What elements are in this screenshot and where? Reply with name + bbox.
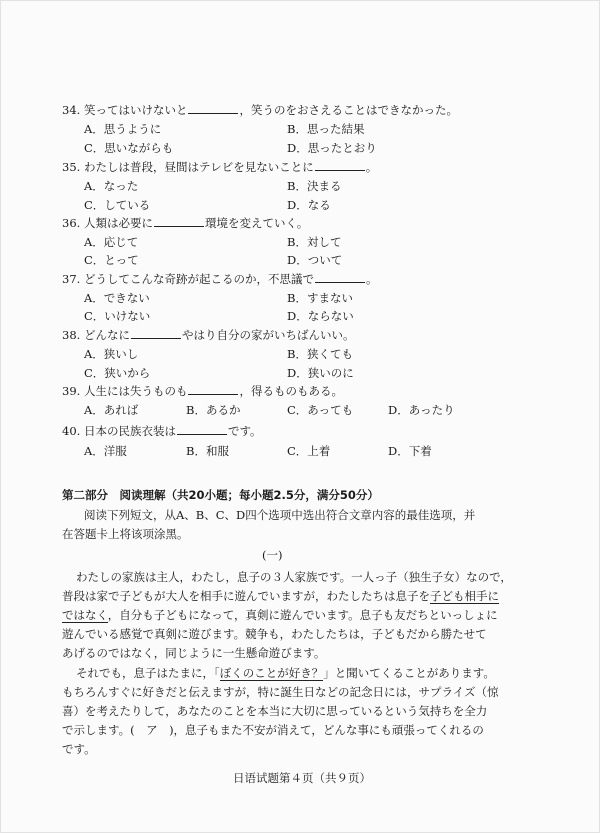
option-d: D．狭いのに — [287, 366, 354, 380]
passage-line: です。 — [62, 742, 96, 756]
passage-line: 遊んでいる感覚で真剣に遊びます。競争も，わたしたちは，子どもだから勝たせて — [62, 627, 487, 641]
passage-line: 普段は家で子どもが大人を相手に遊んでいますが，わたしたちは息子を子ども相手に — [62, 589, 499, 603]
question-stem: 39. 人生には失うものも ，得るものもある。 — [62, 384, 343, 398]
passage-line: ではなく，自分も子どもになって，真剣に遊んでいます。息子も友だちといっしょに — [62, 608, 498, 622]
underlined-phrase: ぼくのことが好き？ — [219, 666, 324, 680]
answer-blank — [188, 384, 238, 395]
answer-blank — [154, 216, 204, 227]
passage-number: (一) — [262, 548, 283, 562]
passage-line: あげるのではなく，同じように一生懸命遊びます。 — [62, 646, 326, 660]
option-d: D．ならない — [287, 309, 354, 323]
question-stem: 35. わたしは普段，昼間はテレビを見ないことに 。 — [62, 160, 378, 174]
option-c: C．している — [84, 198, 151, 212]
question-stem: 40. 日本の民族衣装は です。 — [62, 424, 262, 438]
question-stem: 37. どうしてこんな奇跡が起こるのか，不思議で 。 — [62, 272, 378, 286]
option-d: D．あったり — [388, 403, 455, 417]
option-b: B．すまない — [287, 291, 353, 305]
option-c: C．狭いから — [84, 366, 151, 380]
option-a: A．あれば — [84, 403, 139, 417]
question-stem: 38. どんなに やはり自分の家がいちばんいい。 — [62, 328, 355, 342]
answer-blank — [131, 328, 181, 339]
option-c: C．上着 — [287, 444, 331, 458]
option-c: C．あっても — [287, 403, 354, 417]
underlined-phrase: 子ども相手に — [430, 589, 499, 603]
underlined-phrase: ではなく — [62, 608, 108, 622]
passage-line: それでも，息子はたまに，「ぼくのことが好き？」と聞いてくることがあります。 — [76, 666, 495, 680]
option-d: D．下着 — [388, 444, 432, 458]
option-b: B．あるか — [186, 403, 241, 417]
option-b: B．和服 — [186, 444, 229, 458]
question-stem: 36. 人類は必要に 環境を変えていく。 — [62, 216, 309, 230]
answer-blank — [315, 160, 365, 171]
passage-line: で示します。( ア )，息子もまた不安が消えて，どんな事にも頑張ってくれるの — [62, 723, 484, 737]
option-b: B．決まる — [287, 179, 342, 193]
answer-blank — [177, 424, 227, 435]
option-a: A．思うように — [84, 122, 162, 136]
instruction-line: 阅读下列短文，从A、B、C、D四个选项中选出符合文章内容的最佳选项，并 — [84, 508, 476, 522]
option-d: D．ついて — [287, 253, 343, 267]
option-c: C．いけない — [84, 309, 151, 323]
answer-blank — [188, 103, 238, 114]
option-b: B．思った結果 — [287, 122, 365, 136]
page-footer: 日语试题第４页（共９页） — [233, 771, 371, 785]
option-b: B．狭くても — [287, 347, 353, 361]
passage-line: 喜）を考えたりして，あなたのことを本当に大切に思っているという気持ちを全力 — [62, 704, 488, 718]
section-title: 第二部分 阅读理解（共20小题；每小题2.5分，满分50分） — [62, 488, 379, 502]
option-c: C．思いながらも — [84, 141, 174, 155]
question-stem: 34. 笑ってはいけないと ，笑うのをおさえることはできなかった。 — [62, 103, 458, 117]
option-a: A．なった — [84, 179, 139, 193]
option-b: B．対して — [287, 235, 342, 249]
option-a: A．洋服 — [84, 444, 127, 458]
option-a: A．狭いし — [84, 347, 139, 361]
answer-blank — [315, 272, 365, 283]
option-a: A．応じて — [84, 235, 139, 249]
instruction-line: 在答题卡上将该项涂黑。 — [62, 527, 189, 541]
passage-line: わたしの家族は主人，わたし，息子の３人家族です。一人っ子（独生子女）なので， — [76, 570, 512, 584]
option-a: A．できない — [84, 291, 150, 305]
option-c: C．とって — [84, 253, 139, 267]
option-d: D．思ったとおり — [287, 141, 377, 155]
option-d: D．なる — [287, 198, 331, 212]
passage-line: もちろんすぐに好きだと伝えますが，特に誕生日などの記念日には，サプライズ（惊 — [62, 685, 499, 699]
